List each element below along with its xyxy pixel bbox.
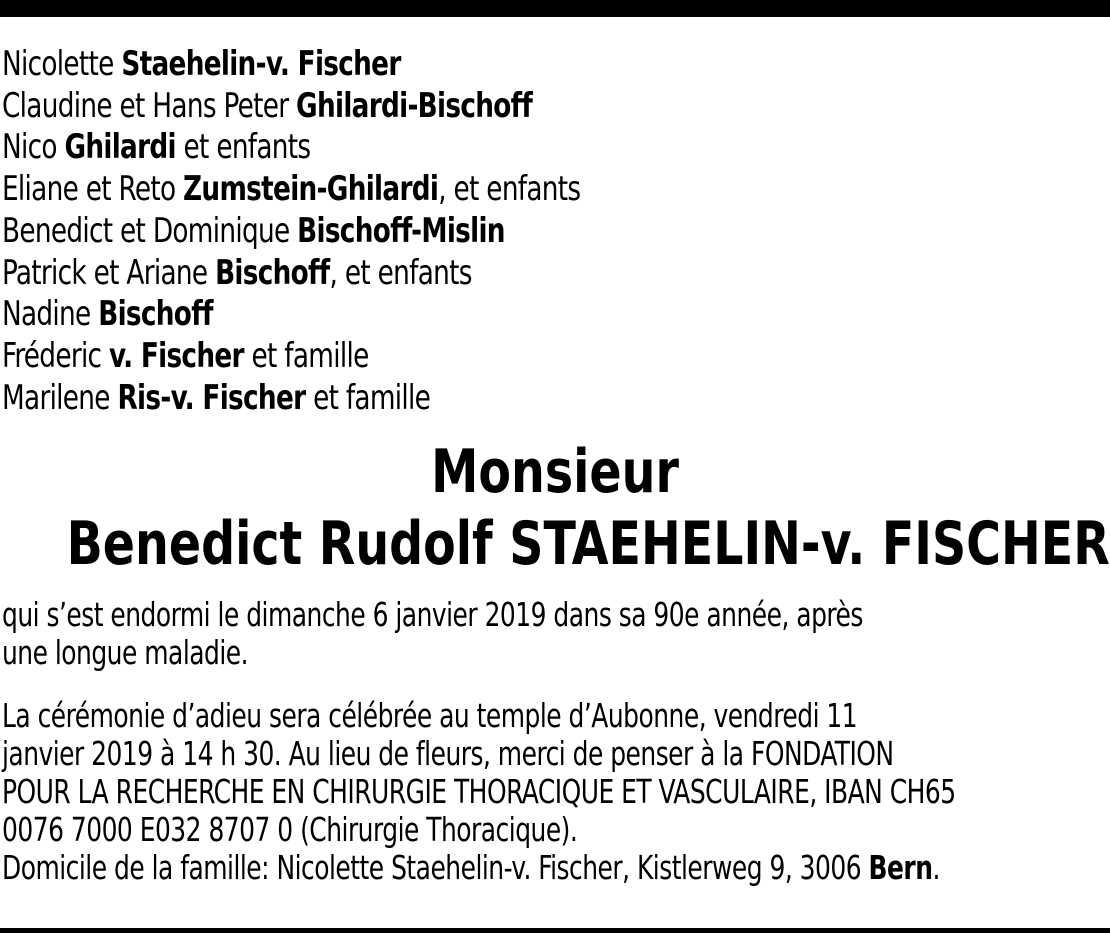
domicile-line [2, 849, 1094, 887]
mourner-line [2, 378, 948, 420]
mourner-surname: v. Fischer [109, 335, 244, 376]
mourner-suffix: et enfants [175, 127, 311, 168]
deceased-title: Monsieur [431, 437, 679, 507]
paragraph-line: une longue maladie. [2, 633, 249, 672]
mourner-given: Benedict et Dominique [2, 210, 298, 251]
mourner-surname: Zumstein-Ghilardi [183, 169, 439, 210]
mourner-given: Claudine et Hans Peter [2, 85, 297, 126]
mourner-line [2, 169, 948, 211]
paragraph-line: La cérémonie d’adieu sera célébrée au temple d’Aubonne, vendredi 11 [2, 696, 858, 735]
mourner-line [2, 336, 948, 378]
domicile-end: . [932, 848, 940, 887]
paragraph-line: 0076 7000 E032 8707 0 (Chirurgie Thoracique). [2, 810, 578, 849]
paragraph-line: janvier 2019 à 14 h 30. Au lieu de fleurs, merci de penser à la FONDATION [2, 734, 894, 773]
mourner-line [2, 86, 948, 128]
deceased-name: Benedict Rudolf STAEHELIN-v. FISCHER [66, 509, 1110, 579]
ceremony-paragraph [2, 697, 1094, 887]
mourner-surname: Bischoff-Mislin [297, 210, 505, 251]
mourner-surname: Bischoff [215, 252, 330, 293]
mourner-surname: Ghilardi [64, 127, 176, 168]
mourner-given: Fréderic [2, 335, 110, 376]
mourner-given: Patrick et Ariane [2, 252, 216, 293]
paragraph-line: POUR LA RECHERCHE EN CHIRURGIE THORACIQUE ET VASCULAIRE, IBAN CH65 [2, 772, 956, 811]
mourner-surname: Ris-v. Fischer [117, 377, 306, 418]
mourner-given: Eliane et Reto [2, 169, 184, 210]
mourner-given: Nicolette [2, 44, 122, 84]
mourner-surname: Ghilardi-Bischoff [296, 85, 533, 126]
mourner-given: Nadine [2, 294, 99, 335]
mourner-line [2, 253, 948, 295]
mourner-given: Nico [2, 127, 65, 168]
paragraph-line: qui s’est endormi le dimanche 6 janvier 2019 dans sa 90e année, après [2, 595, 863, 634]
mourners-list [2, 44, 1102, 419]
domicile-text: Domicile de la famille: Nicolette Staehelin-v. Fischer, Kistlerweg 9, 3006 [2, 848, 869, 887]
deceased-heading [0, 436, 1110, 580]
mourner-given: Marilene [2, 377, 118, 418]
mourner-line [2, 44, 948, 86]
mourner-line [2, 211, 948, 253]
mourner-suffix: , et enfants [438, 169, 581, 210]
mourner-line [2, 127, 948, 169]
mourner-suffix: et famille [305, 377, 431, 418]
mourner-surname: Bischoff [98, 294, 213, 335]
mourner-surname: Staehelin-v. Fischer [121, 44, 401, 84]
bottom-rule [0, 928, 1110, 933]
passing-paragraph [2, 596, 1094, 672]
mourner-suffix: , et enfants [329, 252, 472, 293]
top-rule [0, 0, 1110, 17]
mourner-line [2, 294, 948, 336]
domicile-city: Bern [868, 848, 933, 887]
mourner-suffix: et famille [243, 335, 369, 376]
